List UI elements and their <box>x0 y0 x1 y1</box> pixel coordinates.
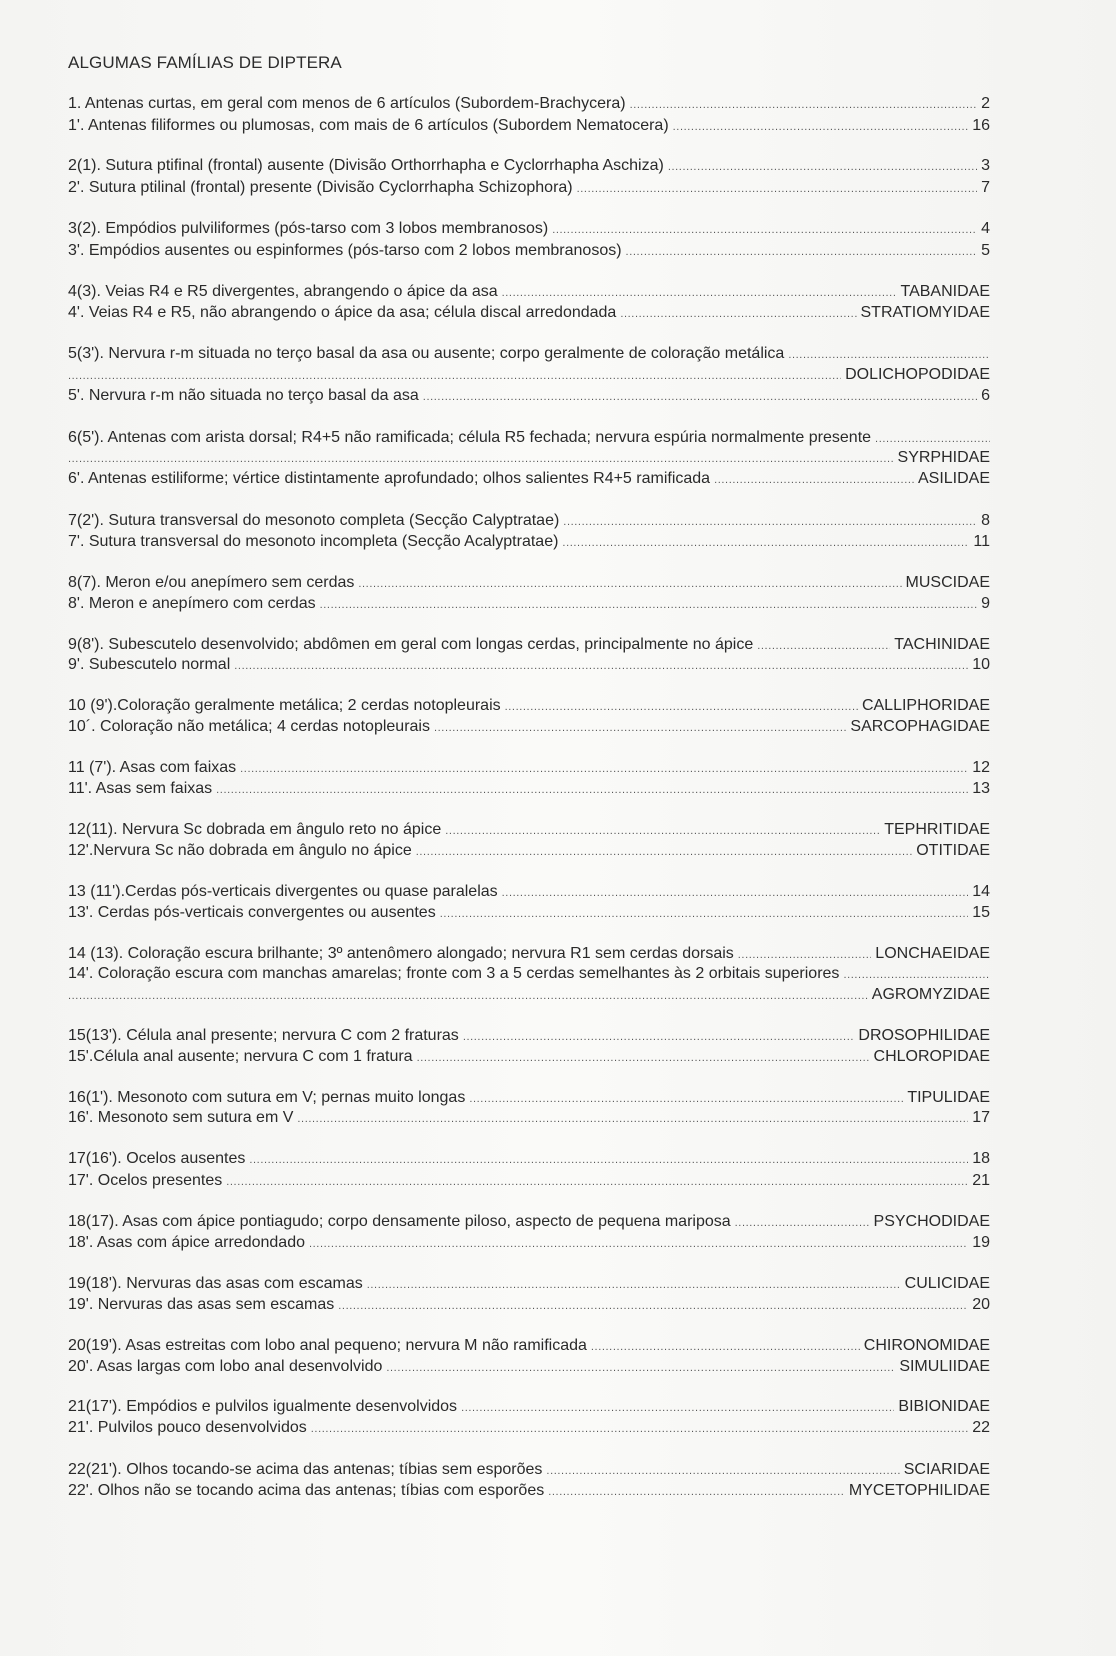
key-line <box>68 116 990 136</box>
key-line <box>68 1171 990 1191</box>
key-line-result: CHIRONOMIDAE <box>863 1337 990 1354</box>
key-line-text: 13'. Cerdas pós-verticais convergentes ou ausentes <box>68 904 436 921</box>
key-line <box>68 841 990 861</box>
leader-dots <box>216 780 968 800</box>
leader-dots <box>469 1089 903 1109</box>
key-line <box>68 573 990 593</box>
key-line-result: 19 <box>972 1234 990 1251</box>
key-line <box>68 365 990 385</box>
key-line-result: OTITIDAE <box>916 842 990 859</box>
key-line <box>68 469 990 489</box>
key-line <box>68 448 990 468</box>
key-line-result: TABANIDAE <box>900 283 990 300</box>
key-line <box>68 1212 990 1232</box>
leader-dots <box>358 574 901 594</box>
leader-dots <box>461 1398 894 1418</box>
leader-dots <box>416 842 912 862</box>
leader-dots <box>626 242 978 262</box>
key-line <box>68 1088 990 1108</box>
key-line-text: 1. Antenas curtas, em geral com menos de 6 artículos (Subordem-Brachycera) <box>68 95 626 112</box>
key-line-result: DROSOPHILIDAE <box>858 1027 990 1044</box>
leader-dots <box>249 1150 968 1170</box>
key-line-text: 14 (13). Coloração escura brilhante; 3º antenômero alongado; nervura R1 sem cerdas dorsais <box>68 945 734 962</box>
leader-dots <box>562 533 969 553</box>
leader-dots <box>563 512 977 532</box>
key-line <box>68 344 990 364</box>
key-line-result: DOLICHOPODIDAE <box>845 366 990 383</box>
key-line <box>68 1336 990 1356</box>
key-line-result: TEPHRITIDAE <box>884 821 990 838</box>
key-line-result: 4 <box>981 220 990 237</box>
key-line <box>68 94 990 114</box>
leader-dots <box>423 387 977 407</box>
key-line-text: 16(1'). Mesonoto com sutura em V; pernas muito longas <box>68 1089 466 1106</box>
key-line-text: 7'. Sutura transversal do mesonoto incompleta (Secção Acalyptratae) <box>68 533 559 550</box>
key-line-text: 9(8'). Subescutelo desenvolvido; abdômen em geral com longas cerdas, principalmente no ápice <box>68 636 754 653</box>
leader-dots <box>546 1461 899 1481</box>
key-line <box>68 303 990 323</box>
key-line <box>68 532 990 552</box>
key-line-result: 6 <box>981 387 990 404</box>
key-line <box>68 944 990 964</box>
key-line-text: 10´. Coloração não metálica; 4 cerdas notopleurais <box>68 718 430 735</box>
key-line <box>68 1047 990 1067</box>
key-line-result: 8 <box>981 512 990 529</box>
leader-dots <box>434 718 846 738</box>
leader-dots <box>591 1337 860 1357</box>
key-line <box>68 1418 990 1438</box>
key-line-result: AGROMYZIDAE <box>871 986 990 1003</box>
leader-dots <box>68 986 868 1006</box>
leader-dots <box>309 1234 968 1254</box>
leader-dots <box>552 220 977 240</box>
key-line-result: SYRPHIDAE <box>897 449 990 466</box>
key-line-text: 20'. Asas largas com lobo anal desenvolvido <box>68 1358 383 1375</box>
key-line-text: 5(3'). Nervura r-m situada no terço basal da asa ou ausente; corpo geralmente de coloração metálica <box>68 345 785 362</box>
key-line-text: 14'. Coloração escura com manchas amarelas; fronte com 3 a 5 cerdas semelhantes às 2 orbitais superiores <box>68 965 840 982</box>
leader-dots <box>548 1482 845 1502</box>
key-line-result: 18 <box>972 1150 990 1167</box>
leader-dots <box>738 945 872 965</box>
key-line <box>68 717 990 737</box>
leader-dots <box>875 429 990 449</box>
key-line-text: 4(3). Veias R4 e R5 divergentes, abrangendo o ápice da asa <box>68 283 498 300</box>
leader-dots <box>297 1109 968 1129</box>
key-line <box>68 820 990 840</box>
key-line <box>68 655 990 675</box>
key-line-result: MYCETOPHILIDAE <box>848 1482 990 1499</box>
key-line-text: 17(16'). Ocelos ausentes <box>68 1150 246 1167</box>
key-line <box>68 241 990 261</box>
key-line-result: CULICIDAE <box>904 1275 990 1292</box>
key-line-result: CALLIPHORIDAE <box>861 697 990 714</box>
key-line-result: 3 <box>981 157 990 174</box>
key-line <box>68 594 990 614</box>
key-line-text: 11'. Asas sem faixas <box>68 780 213 797</box>
leader-dots <box>367 1275 901 1295</box>
key-line <box>68 156 990 176</box>
key-line-result: 13 <box>972 780 990 797</box>
key-line-text: 16'. Mesonoto sem sutura em V <box>68 1109 294 1126</box>
key-line <box>68 428 990 448</box>
leader-dots <box>440 904 969 924</box>
key-line-text: 8'. Meron e anepímero com cerdas <box>68 595 316 612</box>
key-line-result: ASILIDAE <box>917 470 990 487</box>
key-line <box>68 1026 990 1046</box>
leader-dots <box>843 965 990 985</box>
key-line <box>68 386 990 406</box>
key-line-text: 12'.Nervura Sc não dobrada em ângulo no ápice <box>68 842 412 859</box>
key-line-text: 8(7). Meron e/ou anepímero sem cerdas <box>68 574 355 591</box>
leader-dots <box>668 157 977 177</box>
key-line-text: 22(21'). Olhos tocando-se acima das antenas; tíbias sem esporões <box>68 1461 543 1478</box>
key-line-text: 18'. Asas com ápice arredondado <box>68 1234 305 1251</box>
key-line <box>68 219 990 239</box>
leader-dots <box>673 117 969 137</box>
key-line-result: LONCHAEIDAE <box>875 945 990 962</box>
leader-dots <box>445 821 880 841</box>
key-line-text: 15'.Célula anal ausente; nervura C com 1 fratura <box>68 1048 413 1065</box>
key-line-text: 11 (7'). Asas com faixas <box>68 759 237 776</box>
leader-dots <box>338 1296 968 1316</box>
key-line <box>68 1460 990 1480</box>
key-line-text: 19'. Nervuras das asas sem escamas <box>68 1296 335 1313</box>
key-line-text: 13 (11').Cerdas pós-verticais divergentes ou quase paralelas <box>68 883 498 900</box>
key-line-text: 21(17'). Empódios e pulvilos igualmente desenvolvidos <box>68 1398 458 1415</box>
key-line-result: 11 <box>973 533 990 550</box>
key-line-text: 2(1). Sutura ptifinal (frontal) ausente (Divisão Orthorrhapha e Cyclorrhapha Aschiza) <box>68 157 664 174</box>
key-line-result: 7 <box>981 179 990 196</box>
key-line-text: 2'. Sutura ptilinal (frontal) presente (Divisão Cyclorrhapha Schizophora) <box>68 179 573 196</box>
key-line <box>68 1274 990 1294</box>
leader-dots <box>577 179 977 199</box>
key-line-text: 17'. Ocelos presentes <box>68 1172 223 1189</box>
key-line <box>68 696 990 716</box>
key-line <box>68 985 990 1005</box>
key-line <box>68 882 990 902</box>
key-line <box>68 635 990 655</box>
key-line <box>68 1233 990 1253</box>
key-line <box>68 779 990 799</box>
key-line-result: 20 <box>972 1296 990 1313</box>
key-line-text: 4'. Veias R4 e R5, não abrangendo o ápice da asa; célula discal arredondada <box>68 304 617 321</box>
key-line-result: 9 <box>981 595 990 612</box>
key-line-result: 22 <box>972 1419 990 1436</box>
key-line-text: 18(17). Asas com ápice pontiagudo; corpo densamente piloso, aspecto de pequena mariposa <box>68 1213 731 1230</box>
key-line <box>68 178 990 198</box>
key-line-result: TIPULIDAE <box>907 1089 990 1106</box>
key-line <box>68 1357 990 1377</box>
leader-dots <box>788 345 990 365</box>
key-line-result: 5 <box>981 242 990 259</box>
leader-dots <box>240 759 968 779</box>
key-line-text: 12(11). Nervura Sc dobrada em ângulo reto no ápice <box>68 821 442 838</box>
key-line-result: PSYCHODIDAE <box>873 1213 990 1230</box>
key-line <box>68 1108 990 1128</box>
leader-dots <box>234 656 968 676</box>
key-line-result: 21 <box>972 1172 990 1189</box>
key-line-text: 21'. Pulvilos pouco desenvolvidos <box>68 1419 307 1436</box>
key-line <box>68 1481 990 1501</box>
key-line-text: 10 (9').Coloração geralmente metálica; 2 cerdas notopleurais <box>68 697 501 714</box>
key-line-text: 22'. Olhos não se tocando acima das antenas; tíbias com esporões <box>68 1482 545 1499</box>
key-line-result: BIBIONIDAE <box>898 1398 990 1415</box>
key-line-result: STRATIOMYIDAE <box>860 304 990 321</box>
key-line-result: MUSCIDAE <box>905 574 990 591</box>
key-line-text: 6(5'). Antenas com arista dorsal; R4+5 não ramificada; célula R5 fechada; nervura espúria normalmente presente <box>68 429 872 446</box>
leader-dots <box>505 697 858 717</box>
key-line-result: 15 <box>972 904 990 921</box>
key-line <box>68 903 990 923</box>
key-line-result: 17 <box>972 1109 990 1126</box>
leader-dots <box>311 1419 968 1439</box>
page-title: ALGUMAS FAMÍLIAS DE DIPTERA <box>68 53 342 72</box>
key-line-result: SARCOPHAGIDAE <box>850 718 990 735</box>
key-line <box>68 758 990 778</box>
leader-dots <box>417 1048 870 1068</box>
key-line-result: 16 <box>972 117 990 134</box>
leader-dots <box>502 883 969 903</box>
key-line-text: 3(2). Empódios pulviliformes (pós-tarso com 3 lobos membranosos) <box>68 220 549 237</box>
leader-dots <box>757 636 890 656</box>
leader-dots <box>463 1027 855 1047</box>
leader-dots <box>68 366 841 386</box>
key-line-text: 7(2'). Sutura transversal do mesonoto completa (Secção Calyptratae) <box>68 512 560 529</box>
key-line <box>68 1397 990 1417</box>
key-line <box>68 1295 990 1315</box>
key-line-result: TACHINIDAE <box>894 636 990 653</box>
leader-dots <box>320 595 977 615</box>
key-line-text: 9'. Subescutelo normal <box>68 656 231 673</box>
key-line-result: 12 <box>972 759 990 776</box>
key-line-result: CHLOROPIDAE <box>873 1048 990 1065</box>
key-line <box>68 1149 990 1169</box>
leader-dots <box>502 283 897 303</box>
key-line <box>68 282 990 302</box>
key-line-result: 2 <box>981 95 990 112</box>
key-line <box>68 964 990 984</box>
key-line-text: 3'. Empódios ausentes ou espinformes (pós-tarso com 2 lobos membranosos) <box>68 242 622 259</box>
key-line-result: SIMULIIDAE <box>899 1358 990 1375</box>
leader-dots <box>68 449 894 469</box>
key-line-result: SCIARIDAE <box>903 1461 990 1478</box>
key-line-text: 19(18'). Nervuras das asas com escamas <box>68 1275 363 1292</box>
key-line-text: 1'. Antenas filiformes ou plumosas, com mais de 6 artículos (Subordem Nematocera) <box>68 117 669 134</box>
key-line-text: 6'. Antenas estiliforme; vértice distintamente aprofundado; olhos salientes R4+5 ramificada <box>68 470 711 487</box>
leader-dots <box>630 95 978 115</box>
key-line <box>68 511 990 531</box>
leader-dots <box>386 1358 895 1378</box>
leader-dots <box>714 470 914 490</box>
key-line-text: 20(19'). Asas estreitas com lobo anal pequeno; nervura M não ramificada <box>68 1337 587 1354</box>
key-line-result: 10 <box>972 656 990 673</box>
leader-dots <box>226 1172 968 1192</box>
key-line-text: 5'. Nervura r-m não situada no terço basal da asa <box>68 387 419 404</box>
key-line-text: 15(13'). Célula anal presente; nervura C com 2 fraturas <box>68 1027 459 1044</box>
key-line-result: 14 <box>972 883 990 900</box>
leader-dots <box>620 304 856 324</box>
leader-dots <box>735 1213 870 1233</box>
